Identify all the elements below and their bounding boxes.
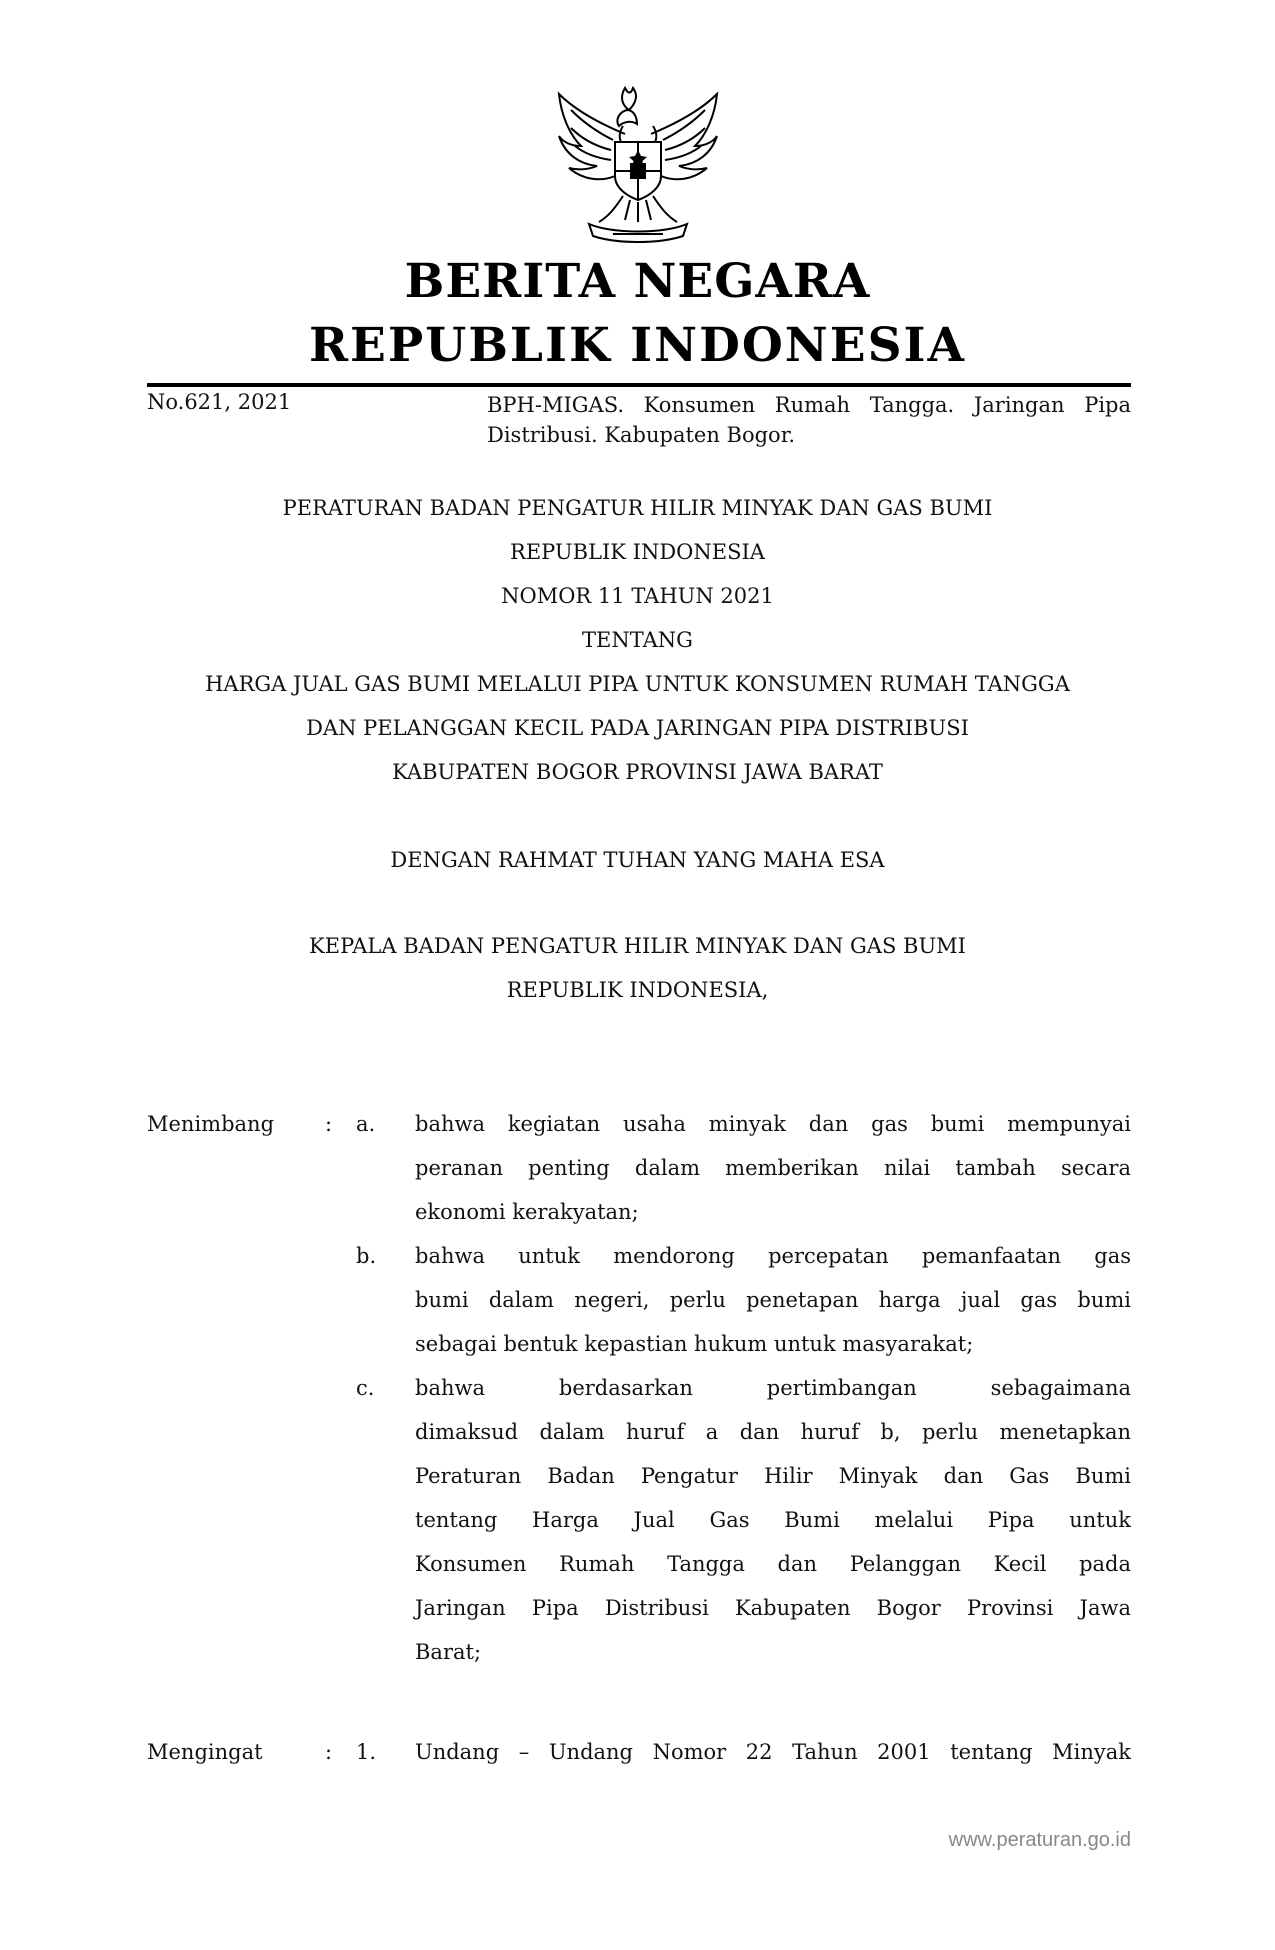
header-divider: [147, 383, 1131, 387]
opening-line: DENGAN RAHMAT TUHAN YANG MAHA ESA: [390, 848, 885, 872]
title-line: REPUBLIK INDONESIA: [510, 540, 765, 564]
footer-url[interactable]: www.peraturan.go.id: [948, 1829, 1131, 1851]
gazette-number: No.621, 2021: [147, 390, 292, 414]
text-line: bahwa untuk mendorong percepatan pemanfaatan gas: [415, 1244, 1131, 1268]
item-marker: c.: [356, 1376, 375, 1400]
text-line: bahwa berdasarkan pertimbangan sebagaimana: [415, 1376, 1131, 1400]
item-marker: a.: [356, 1112, 376, 1136]
title-line: NOMOR 11 TAHUN 2021: [501, 584, 774, 608]
mengingat-colon: :: [325, 1740, 333, 1764]
title-line: KABUPATEN BOGOR PROVINSI JAWA BARAT: [392, 760, 883, 784]
text-line: Barat;: [415, 1640, 482, 1664]
menimbang-item-b: [415, 1234, 1131, 1366]
mengingat-item-1: [415, 1730, 1131, 1774]
title-line: HARGA JUAL GAS BUMI MELALUI PIPA UNTUK KONSUMEN RUMAH TANGGA: [205, 672, 1070, 696]
text-line: peranan penting dalam memberikan nilai tambah secara: [415, 1156, 1131, 1180]
menimbang-label: Menimbang: [147, 1112, 275, 1136]
masthead-title-line1: BERITA NEGARA: [404, 254, 871, 309]
issuer-line: KEPALA BADAN PENGATUR HILIR MINYAK DAN GAS BUMI: [309, 934, 966, 958]
garuda-emblem-icon: [553, 84, 723, 246]
title-line: TENTANG: [582, 628, 693, 652]
issuer-block: [0, 924, 1275, 1012]
mengingat-label: Mengingat: [147, 1740, 263, 1764]
title-line: DAN PELANGGAN KECIL PADA JARINGAN PIPA DISTRIBUSI: [306, 716, 969, 740]
text-line: bumi dalam negeri, perlu penetapan harga jual gas bumi: [415, 1288, 1131, 1312]
menimbang-item-c: [415, 1366, 1131, 1674]
text-line: Konsumen Rumah Tangga dan Pelanggan Kecil pada: [415, 1552, 1131, 1576]
text-line: Jaringan Pipa Distribusi Kabupaten Bogor Provinsi Jawa: [415, 1596, 1131, 1620]
menimbang-item-a: [415, 1102, 1131, 1234]
issuer-line: REPUBLIK INDONESIA,: [506, 978, 769, 1002]
text-line: ekonomi kerakyatan;: [415, 1200, 639, 1224]
text-line: Peraturan Badan Pengatur Hilir Minyak dan Gas Bumi: [415, 1464, 1131, 1488]
text-line: tentang Harga Jual Gas Bumi melalui Pipa untuk: [415, 1508, 1131, 1532]
item-marker: b.: [356, 1244, 377, 1268]
text-line: sebagai bentuk kepastian hukum untuk masyarakat;: [415, 1332, 974, 1356]
menimbang-colon: :: [325, 1112, 333, 1136]
masthead-title-line2: REPUBLIK INDONESIA: [308, 318, 966, 373]
text-line: dimaksud dalam huruf a dan huruf b, perlu menetapkan: [415, 1420, 1131, 1444]
text-line: Undang – Undang Nomor 22 Tahun 2001 tentang Minyak: [415, 1740, 1131, 1764]
opening-phrase: [0, 838, 1275, 882]
title-line: PERATURAN BADAN PENGATUR HILIR MINYAK DAN GAS BUMI: [282, 496, 993, 520]
gazette-subject: BPH-MIGAS. Konsumen Rumah Tangga. Jaringan Pipa Distribusi. Kabupaten Bogor.: [487, 393, 1131, 447]
item-marker: 1.: [356, 1740, 377, 1764]
text-line: bahwa kegiatan usaha minyak dan gas bumi mempunyai: [415, 1112, 1131, 1136]
regulation-title-block: [0, 486, 1275, 794]
